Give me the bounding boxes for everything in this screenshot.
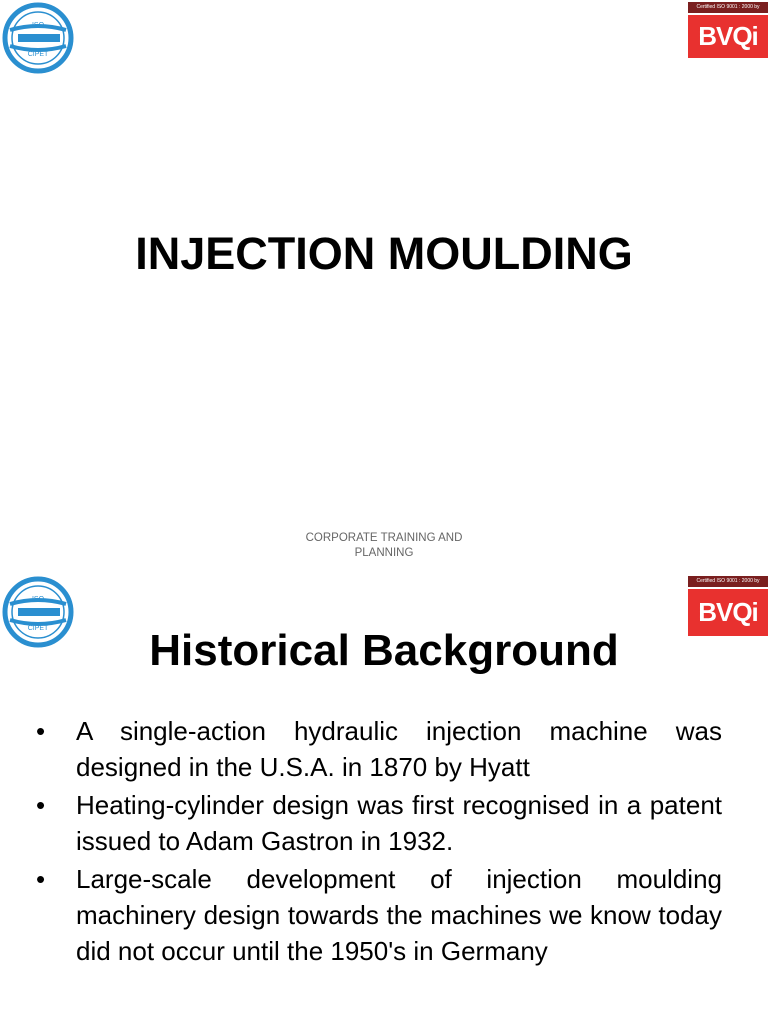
slide-main-title: INJECTION MOULDING [135, 228, 633, 279]
footer-line-2: PLANNING [354, 547, 414, 559]
bullet-text: Heating-cylinder design was first recognised in a patent issued to Adam Gastron in 1932. [76, 790, 722, 856]
certification-text: Certified ISO 9001 : 2000 by [688, 576, 768, 587]
bullet-list [30, 713, 722, 971]
bullet-item [30, 861, 722, 969]
logo-top-text: ISO [31, 596, 45, 603]
bullet-text: Large-scale development of injection moulding machinery design towards the machines we know today did not occur until the 1950's in Germany [76, 864, 722, 966]
logo-top-text: ISO [31, 22, 45, 29]
bullet-item [30, 713, 722, 785]
logo-bottom-text: CIPET [27, 51, 49, 58]
logo-bottom-text: CIPET [27, 625, 49, 632]
bvqi-certification-badge [688, 2, 768, 58]
bullet-dot-icon: • [36, 790, 46, 820]
bullet-item [30, 787, 722, 859]
slide-title: Historical Background [149, 626, 619, 675]
cipet-logo [0, 0, 78, 78]
bullet-dot-icon: • [36, 864, 46, 894]
footer-line-1: CORPORATE TRAINING AND [305, 532, 463, 544]
bullet-text: A single-action hydraulic injection machine was designed in the U.S.A. in 1870 by Hyatt [76, 716, 722, 782]
slide-footer [284, 531, 484, 561]
certification-text: Certified ISO 9001 : 2000 by [688, 2, 768, 13]
bvqi-logo: BVQi [688, 15, 768, 58]
bullet-dot-icon: • [36, 716, 46, 746]
bvqi-logo: BVQi [688, 589, 768, 636]
slide-historical-background [0, 572, 768, 1024]
